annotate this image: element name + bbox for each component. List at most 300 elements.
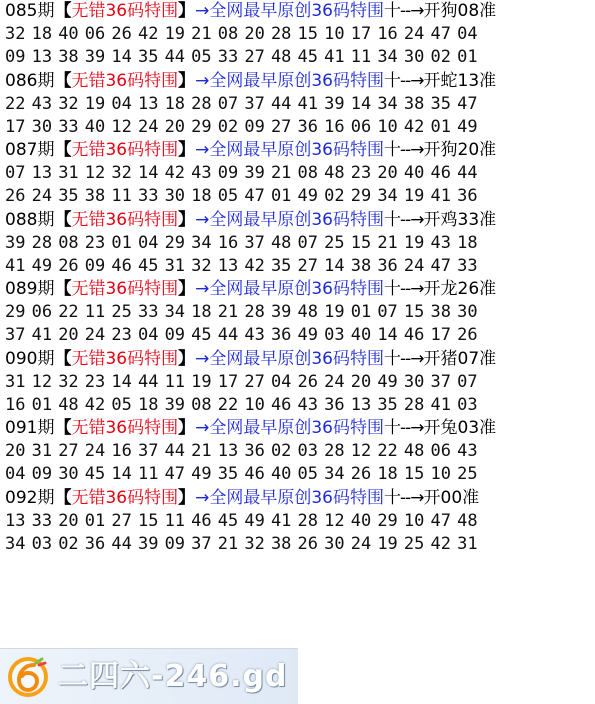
period-suffix: 期 <box>37 487 55 508</box>
number-cell: 29 <box>5 302 26 322</box>
number-cell: 24 <box>84 325 106 345</box>
number-cell: 14 <box>324 255 345 276</box>
number-cell: 36 <box>297 116 319 137</box>
number-cell: 34 <box>377 93 398 114</box>
number-cell: 04 <box>137 325 159 345</box>
period-block <box>0 70 595 140</box>
period-header <box>0 348 595 371</box>
number-cell: 49 <box>244 510 265 531</box>
number-cell: 21 <box>191 441 212 461</box>
number-cell: 20 <box>377 163 398 183</box>
open-bracket: 【 <box>54 70 72 91</box>
number-cell: 48 <box>403 441 425 461</box>
number-cell: 01 <box>84 510 106 531</box>
period-block <box>0 209 595 279</box>
arrow-icon: → <box>195 70 210 91</box>
number-cell: 02 <box>430 47 451 67</box>
number-cell: 08 <box>191 394 212 415</box>
number-cell: 38 <box>350 255 372 276</box>
number-cell: 40 <box>350 510 372 531</box>
number-row <box>0 463 595 486</box>
number-cell: 09 <box>244 116 265 137</box>
number-cell: 17 <box>430 325 451 345</box>
number-cell: 33 <box>31 510 53 531</box>
number-cell: 19 <box>377 533 398 554</box>
dash-arrow: 十--→ <box>383 418 424 438</box>
number-cell: 08 <box>217 24 239 44</box>
period-block <box>0 348 595 418</box>
number-cell: 36 <box>324 394 345 415</box>
number-row <box>0 533 595 556</box>
open-bracket: 【 <box>54 140 72 160</box>
result-prefix: 开 <box>423 348 441 369</box>
number-cell: 09 <box>164 533 186 554</box>
arrow-icon: → <box>195 209 210 230</box>
number-cell: 19 <box>324 302 345 322</box>
promo-label: 全网最早原创36码特围 <box>209 279 384 299</box>
number-cell: 24 <box>403 24 425 44</box>
result-value: 龙26准 <box>440 279 497 299</box>
number-cell: 10 <box>324 24 345 44</box>
number-cell: 19 <box>191 371 212 392</box>
slogan-label: 无错36码特围 <box>71 487 179 508</box>
number-cell: 20 <box>58 510 79 531</box>
period-suffix: 期 <box>37 279 55 299</box>
number-cell: 02 <box>58 533 79 554</box>
number-cell: 44 <box>270 93 292 114</box>
number-cell: 09 <box>217 163 239 183</box>
dash-arrow: 十--→ <box>383 1 424 21</box>
number-cell: 01 <box>31 394 53 415</box>
number-cell: 35 <box>270 255 292 276</box>
dash-arrow: 十--→ <box>383 487 424 508</box>
number-cell: 17 <box>350 24 372 44</box>
number-cell: 31 <box>5 371 26 392</box>
number-cell: 41 <box>5 255 26 276</box>
number-cell: 28 <box>403 394 425 415</box>
number-cell: 19 <box>84 93 106 114</box>
period-block <box>0 278 595 348</box>
number-cell: 33 <box>137 186 159 206</box>
number-cell: 30 <box>58 464 79 484</box>
number-cell: 35 <box>217 464 239 484</box>
number-cell: 48 <box>297 302 319 322</box>
number-cell: 36 <box>377 255 398 276</box>
slogan-label: 无错36码特围 <box>71 279 179 299</box>
number-cell: 41 <box>270 510 292 531</box>
number-row <box>0 162 595 185</box>
number-cell: 16 <box>377 24 398 44</box>
number-cell: 10 <box>430 464 451 484</box>
number-cell: 14 <box>111 464 132 484</box>
number-cell: 41 <box>297 93 319 114</box>
number-cell: 13 <box>137 93 159 114</box>
number-row <box>0 93 595 116</box>
number-cell: 18 <box>191 186 212 206</box>
number-cell: 27 <box>58 441 79 461</box>
number-cell: 18 <box>31 24 53 44</box>
number-cell: 38 <box>58 47 79 67</box>
number-cell: 43 <box>191 163 212 183</box>
number-cell: 40 <box>84 116 106 137</box>
number-cell: 34 <box>191 232 212 253</box>
number-cell: 48 <box>58 394 79 415</box>
number-cell: 18 <box>191 302 212 322</box>
number-cell: 17 <box>5 116 26 137</box>
number-cell: 10 <box>377 116 398 137</box>
period-id: 088 <box>5 209 38 230</box>
number-cell: 47 <box>164 464 186 484</box>
dash-arrow: 十--→ <box>383 70 424 91</box>
number-cell: 25 <box>111 302 132 322</box>
number-cell: 43 <box>457 441 478 461</box>
close-bracket: 】 <box>178 70 196 91</box>
number-cell: 30 <box>457 302 478 322</box>
number-cell: 48 <box>270 47 292 67</box>
number-cell: 17 <box>217 371 239 392</box>
number-cell: 39 <box>84 47 106 67</box>
number-cell: 27 <box>244 47 265 67</box>
number-cell: 44 <box>457 163 478 183</box>
close-bracket: 】 <box>178 140 196 160</box>
number-cell: 30 <box>31 116 53 137</box>
number-cell: 28 <box>244 302 265 322</box>
promo-label: 全网最早原创36码特围 <box>209 209 384 230</box>
number-cell: 48 <box>324 163 345 183</box>
number-cell: 34 <box>324 464 345 484</box>
number-row <box>0 185 595 208</box>
number-cell: 32 <box>191 255 212 276</box>
six-logo-icon <box>6 655 50 699</box>
number-cell: 31 <box>58 163 79 183</box>
number-cell: 18 <box>457 232 478 253</box>
dash-arrow: 十--→ <box>383 209 424 230</box>
number-cell: 42 <box>84 394 106 415</box>
number-cell: 15 <box>137 510 159 531</box>
arrow-icon: → <box>195 1 210 21</box>
number-cell: 19 <box>403 186 425 206</box>
number-cell: 44 <box>164 47 186 67</box>
number-cell: 26 <box>457 325 478 345</box>
number-cell: 47 <box>457 93 478 114</box>
slogan-label: 无错36码特围 <box>71 418 179 438</box>
period-suffix: 期 <box>37 140 55 160</box>
number-cell: 45 <box>217 510 239 531</box>
result-value: 狗08准 <box>440 1 497 21</box>
number-row <box>0 371 595 394</box>
number-cell: 21 <box>191 24 212 44</box>
number-cell: 07 <box>5 163 26 183</box>
number-cell: 01 <box>350 302 372 322</box>
number-cell: 28 <box>297 510 319 531</box>
number-cell: 46 <box>270 394 292 415</box>
number-cell: 29 <box>164 232 186 253</box>
number-cell: 35 <box>430 93 451 114</box>
number-cell: 22 <box>217 394 239 415</box>
number-cell: 11 <box>84 302 106 322</box>
number-cell: 49 <box>377 371 398 392</box>
number-cell: 12 <box>31 371 53 392</box>
number-cell: 36 <box>270 325 292 345</box>
number-cell: 44 <box>111 533 132 554</box>
period-header <box>0 278 595 301</box>
number-cell: 32 <box>5 24 26 44</box>
number-cell: 05 <box>217 186 239 206</box>
number-cell: 36 <box>84 533 106 554</box>
result-value: 猪07准 <box>440 348 497 369</box>
number-cell: 07 <box>217 93 239 114</box>
number-cell: 01 <box>111 232 132 253</box>
number-cell: 08 <box>58 232 79 253</box>
number-cell: 19 <box>164 24 186 44</box>
number-cell: 08 <box>297 163 319 183</box>
period-suffix: 期 <box>37 70 55 91</box>
number-cell: 27 <box>111 510 132 531</box>
number-cell: 46 <box>244 464 265 484</box>
number-row <box>0 301 595 324</box>
period-header <box>0 209 595 232</box>
period-suffix: 期 <box>37 209 55 230</box>
period-id: 090 <box>5 348 38 369</box>
period-id: 086 <box>5 70 38 91</box>
result-value: 蛇13准 <box>440 70 497 91</box>
footer-banner[interactable] <box>0 648 298 704</box>
number-cell: 24 <box>137 116 159 137</box>
number-cell: 14 <box>111 371 132 392</box>
number-cell: 04 <box>457 24 478 44</box>
promo-label: 全网最早原创36码特围 <box>209 348 384 369</box>
number-cell: 18 <box>137 394 159 415</box>
result-prefix: 开 <box>423 418 441 438</box>
number-row <box>0 394 595 417</box>
number-cell: 11 <box>164 510 186 531</box>
number-cell: 43 <box>244 325 265 345</box>
open-bracket: 【 <box>54 418 72 438</box>
number-cell: 33 <box>217 47 239 67</box>
close-bracket: 】 <box>178 418 196 438</box>
slogan-label: 无错36码特围 <box>71 140 179 160</box>
period-id: 089 <box>5 279 38 299</box>
number-cell: 13 <box>350 394 372 415</box>
number-cell: 20 <box>58 325 79 345</box>
slogan-label: 无错36码特围 <box>71 348 179 369</box>
open-bracket: 【 <box>54 348 72 369</box>
number-cell: 39 <box>164 394 186 415</box>
arrow-icon: → <box>195 348 210 369</box>
number-cell: 49 <box>297 325 319 345</box>
period-header <box>0 70 595 93</box>
number-cell: 33 <box>58 116 79 137</box>
number-cell: 47 <box>430 510 451 531</box>
number-row <box>0 440 595 463</box>
number-cell: 04 <box>137 232 159 253</box>
number-cell: 16 <box>111 441 132 461</box>
result-prefix: 开 <box>423 209 441 230</box>
number-cell: 15 <box>403 464 425 484</box>
number-cell: 34 <box>377 47 398 67</box>
slogan-label: 无错36码特围 <box>71 70 179 91</box>
number-cell: 24 <box>403 255 425 276</box>
close-bracket: 】 <box>178 209 196 230</box>
promo-label: 全网最早原创36码特围 <box>209 487 384 508</box>
dash-arrow: 十--→ <box>383 140 424 160</box>
number-cell: 39 <box>244 163 265 183</box>
number-cell: 30 <box>403 371 425 392</box>
number-cell: 13 <box>31 47 53 67</box>
open-bracket: 【 <box>54 209 72 230</box>
number-cell: 30 <box>164 186 186 206</box>
number-cell: 03 <box>457 394 478 415</box>
number-cell: 13 <box>217 255 239 276</box>
number-cell: 32 <box>244 533 265 554</box>
number-cell: 42 <box>244 255 265 276</box>
number-cell: 33 <box>457 255 478 276</box>
number-cell: 42 <box>430 533 451 554</box>
number-cell: 43 <box>31 93 53 114</box>
number-cell: 37 <box>244 93 265 114</box>
number-cell: 02 <box>217 116 239 137</box>
open-bracket: 【 <box>54 1 72 21</box>
period-id: 085 <box>5 1 38 21</box>
number-cell: 29 <box>191 116 212 137</box>
number-cell: 38 <box>403 93 425 114</box>
number-cell: 12 <box>350 441 372 461</box>
number-cell: 23 <box>84 371 106 392</box>
number-cell: 18 <box>164 93 186 114</box>
number-cell: 46 <box>403 325 425 345</box>
number-cell: 44 <box>217 325 239 345</box>
number-cell: 48 <box>270 232 292 253</box>
number-cell: 35 <box>58 186 79 206</box>
number-cell: 40 <box>270 464 292 484</box>
number-cell: 03 <box>297 441 319 461</box>
number-cell: 11 <box>111 186 132 206</box>
number-row <box>0 510 595 533</box>
number-cell: 39 <box>5 232 26 253</box>
number-cell: 21 <box>217 302 239 322</box>
number-cell: 28 <box>191 93 212 114</box>
number-cell: 20 <box>350 371 372 392</box>
result-prefix: 开 <box>423 279 441 299</box>
number-cell: 09 <box>164 325 186 345</box>
number-cell: 05 <box>297 464 319 484</box>
number-cell: 40 <box>403 163 425 183</box>
number-cell: 43 <box>297 394 319 415</box>
number-cell: 20 <box>5 441 26 461</box>
number-cell: 49 <box>31 255 53 276</box>
number-cell: 16 <box>5 394 26 415</box>
number-cell: 37 <box>244 232 265 253</box>
number-cell: 02 <box>324 186 345 206</box>
close-bracket: 】 <box>178 348 196 369</box>
number-cell: 03 <box>324 325 345 345</box>
number-row <box>0 255 595 278</box>
number-cell: 11 <box>350 47 372 67</box>
number-cell: 16 <box>217 232 239 253</box>
number-cell: 38 <box>430 302 451 322</box>
number-cell: 14 <box>137 163 159 183</box>
number-cell: 01 <box>430 116 451 137</box>
period-block <box>0 139 595 209</box>
open-bracket: 【 <box>54 279 72 299</box>
dash-arrow: 十--→ <box>383 279 424 299</box>
result-value: 狗20准 <box>440 140 497 160</box>
number-cell: 04 <box>111 93 132 114</box>
number-cell: 24 <box>350 533 372 554</box>
number-cell: 47 <box>430 24 451 44</box>
number-cell: 45 <box>137 255 159 276</box>
number-cell: 10 <box>244 394 265 415</box>
number-cell: 18 <box>377 464 398 484</box>
number-cell: 13 <box>217 441 239 461</box>
slogan-label: 无错36码特围 <box>71 1 179 21</box>
number-cell: 47 <box>244 186 265 206</box>
number-cell: 32 <box>58 93 79 114</box>
number-cell: 23 <box>350 163 372 183</box>
number-cell: 23 <box>111 325 132 345</box>
number-cell: 37 <box>5 325 26 345</box>
number-cell: 20 <box>164 116 186 137</box>
number-cell: 30 <box>324 533 345 554</box>
arrow-icon: → <box>195 279 210 299</box>
number-cell: 06 <box>31 302 53 322</box>
arrow-icon: → <box>195 140 210 160</box>
number-cell: 37 <box>191 533 212 554</box>
number-cell: 26 <box>58 255 79 276</box>
number-cell: 28 <box>324 441 345 461</box>
period-suffix: 期 <box>37 348 55 369</box>
number-cell: 15 <box>297 24 319 44</box>
number-cell: 12 <box>324 510 345 531</box>
number-cell: 04 <box>270 371 292 392</box>
period-suffix: 期 <box>37 418 55 438</box>
period-header <box>0 139 595 162</box>
number-cell: 13 <box>5 510 26 531</box>
number-cell: 26 <box>297 371 319 392</box>
number-cell: 27 <box>270 116 292 137</box>
number-cell: 31 <box>164 255 186 276</box>
number-cell: 45 <box>297 47 319 67</box>
number-cell: 35 <box>137 47 159 67</box>
number-cell: 22 <box>58 302 79 322</box>
period-id: 092 <box>5 487 38 508</box>
number-cell: 13 <box>31 163 53 183</box>
result-value: 鸡33准 <box>440 209 497 230</box>
number-cell: 04 <box>5 464 26 484</box>
number-cell: 46 <box>191 510 212 531</box>
number-cell: 46 <box>430 163 451 183</box>
arrow-icon: → <box>195 487 210 508</box>
number-cell: 37 <box>137 441 159 461</box>
number-cell: 05 <box>111 394 132 415</box>
number-cell: 20 <box>244 24 265 44</box>
number-cell: 42 <box>137 24 159 44</box>
number-cell: 36 <box>457 186 478 206</box>
number-cell: 28 <box>31 232 53 253</box>
number-cell: 34 <box>377 186 398 206</box>
number-cell: 06 <box>84 24 106 44</box>
period-id: 087 <box>5 140 38 160</box>
number-cell: 12 <box>111 116 132 137</box>
number-cell: 49 <box>191 464 212 484</box>
number-cell: 47 <box>430 255 451 276</box>
number-cell: 41 <box>430 186 451 206</box>
number-cell: 07 <box>377 302 398 322</box>
number-cell: 45 <box>84 464 106 484</box>
number-cell: 44 <box>137 371 159 392</box>
number-cell: 07 <box>457 371 478 392</box>
number-cell: 31 <box>457 533 478 554</box>
